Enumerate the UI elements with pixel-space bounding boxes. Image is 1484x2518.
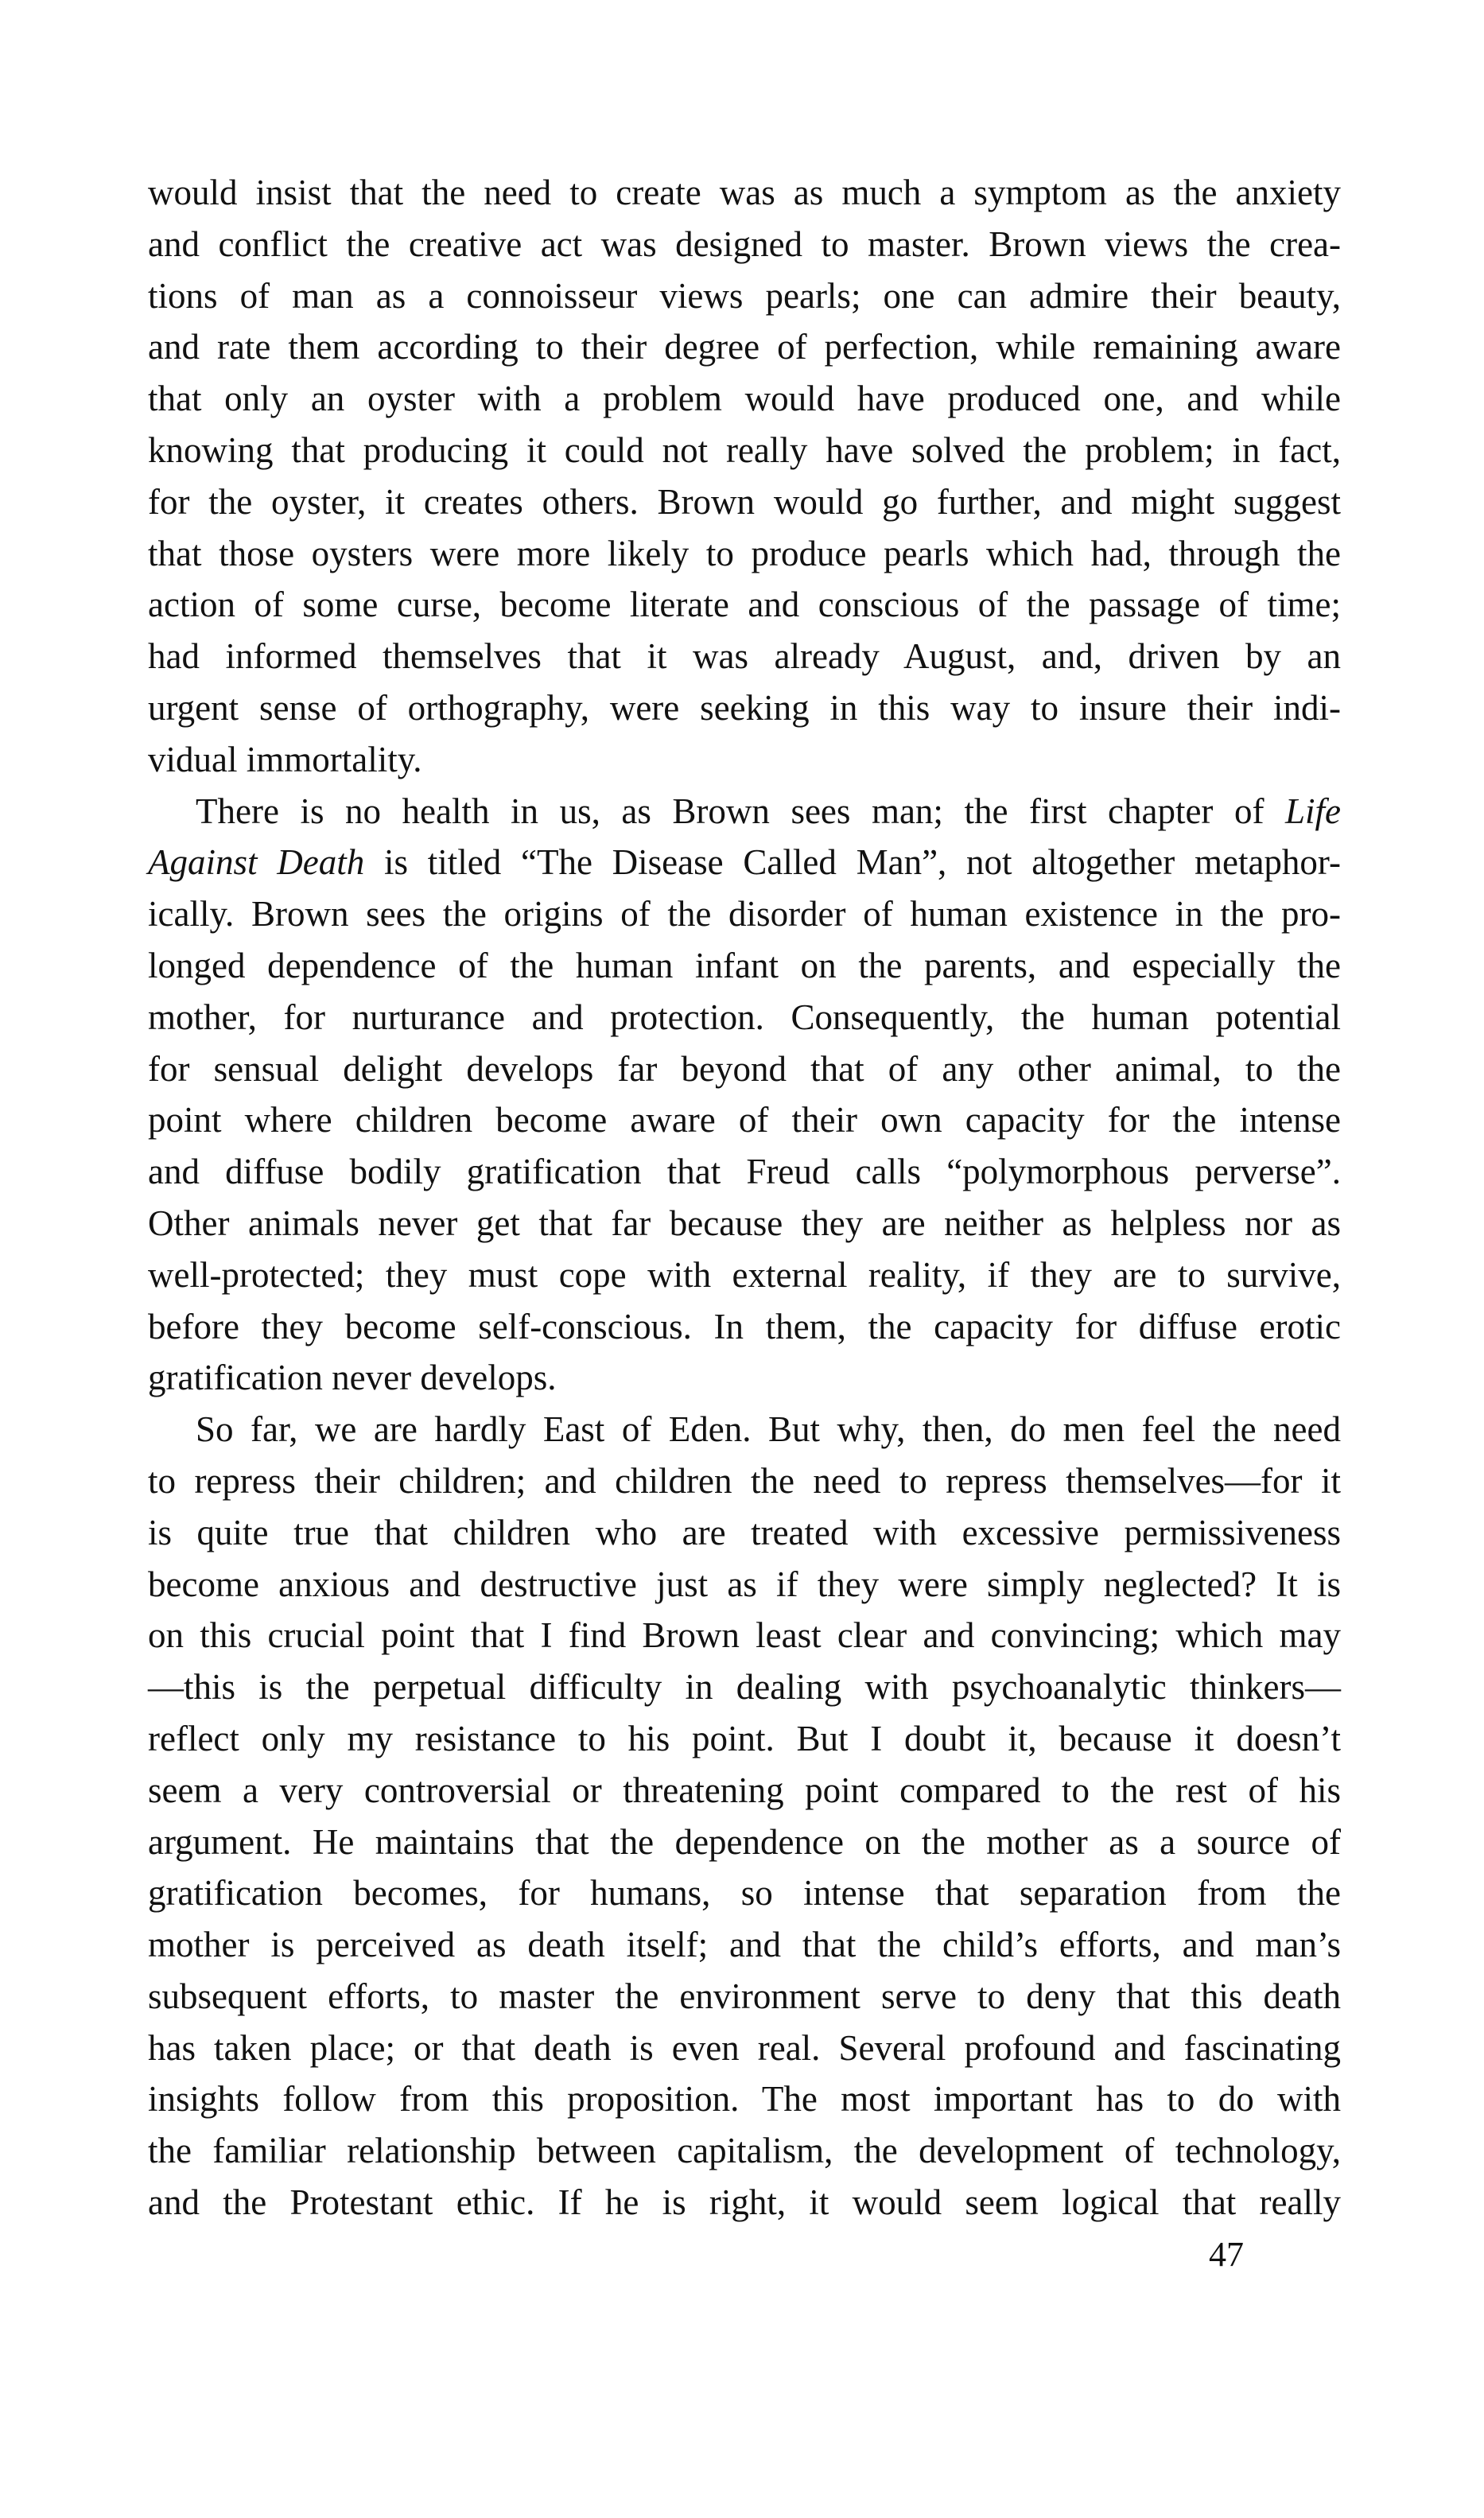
text-line: had informed themselves that it was already August, and, driven by an <box>148 636 1341 677</box>
text-line: So far, we are hardly East of Eden. But why, then, do men feel the need <box>196 1409 1341 1450</box>
text-line: longed dependence of the human infant on the parents, and especially the <box>148 945 1341 985</box>
text-line-with-title <box>148 786 1341 837</box>
text-line: tions of man as a connoisseur views pearls; one can admire their beauty, <box>148 275 1341 316</box>
text-line: action of some curse, become literate and conscious of the passage of time; <box>148 585 1341 625</box>
text-line: argument. He maintains that the dependence on the mother as a source of <box>148 1821 1341 1862</box>
text-line: and rate them according to their degree of perfection, while remaining aware <box>148 327 1341 367</box>
text-line: and the Protestant ethic. If he is right, it would seem logical that really <box>148 2182 1341 2223</box>
text-line: the familiar relationship between capitalism, the development of technology, <box>148 2131 1341 2171</box>
text-line: point where children become aware of their own capacity for the intense <box>148 1100 1341 1140</box>
text-line: vidual immortality. <box>148 739 422 779</box>
text-line: that those oysters were more likely to produce pearls which had, through the <box>148 533 1341 573</box>
text-line: and conflict the creative act was designed to master. Brown views the crea- <box>148 223 1341 264</box>
text-line: knowing that producing it could not really have solved the problem; in fact, <box>148 429 1341 470</box>
text-line: well-protected; they must cope with external reality, if they are to survive, <box>148 1254 1341 1295</box>
book-title: Against Death <box>148 842 365 883</box>
text-line-with-title <box>148 837 1341 888</box>
text-line: that only an oyster with a problem would have produced one, and while <box>148 379 1341 419</box>
text-line: on this crucial point that I find Brown least clear and convincing; which may <box>148 1615 1341 1656</box>
text-line: gratification never develops. <box>148 1358 557 1398</box>
book-title: Life <box>1284 791 1341 831</box>
text-line: for the oyster, it creates others. Brown would go further, and might suggest <box>148 481 1341 522</box>
text-line: gratification becomes, for humans, so intense that separation from the <box>148 1873 1341 1914</box>
text-line: Other animals never get that far because they are neither as helpless nor as <box>148 1203 1341 1243</box>
text-segment: is titled “The Disease Called Man”, not altogether metaphor- <box>364 842 1341 883</box>
text-line: mother is perceived as death itself; and that the child’s efforts, and man’s <box>148 1925 1341 1965</box>
text-line: before they become self-conscious. In them, the capacity for diffuse erotic <box>148 1306 1341 1346</box>
text-line: urgent sense of orthography, were seeking in this way to insure their indi- <box>148 687 1341 728</box>
text-line: seem a very controversial or threatening point compared to the rest of his <box>148 1770 1341 1810</box>
text-segment: There is no health in us, as Brown sees man; the first chapter of <box>196 791 1285 831</box>
text-line: become anxious and destructive just as if they were simply neglected? It is <box>148 1564 1341 1604</box>
text-line: would insist that the need to create was as much a symptom as the anxiety <box>148 173 1341 212</box>
text-line: is quite true that children who are treated with excessive permissiveness <box>148 1512 1341 1552</box>
text-line: for sensual delight develops far beyond that of any other animal, to the <box>148 1048 1341 1089</box>
text-line: reflect only my resistance to his point. But I doubt it, because it doesn’t <box>148 1718 1341 1758</box>
text-line: mother, for nurturance and protection. Consequently, the human potential <box>148 997 1341 1037</box>
body-text <box>148 167 1341 2229</box>
text-line: has taken place; or that death is even real. Several profound and fascinating <box>148 2027 1341 2068</box>
text-line: insights follow from this proposition. The most important has to do with <box>148 2079 1341 2120</box>
text-line: to repress their children; and children the need to repress themselves—for it <box>148 1460 1341 1501</box>
text-line: and diffuse bodily gratification that Freud calls “polymorphous perverse”. <box>148 1152 1341 1192</box>
text-line: —this is the perpetual difficulty in dealing with psychoanalytic thinkers— <box>148 1667 1341 1708</box>
text-line: ically. Brown sees the origins of the disorder of human existence in the pro- <box>148 894 1341 935</box>
text-line: subsequent efforts, to master the environment serve to deny that this death <box>148 1976 1341 2016</box>
page-number: 47 <box>1209 2235 1244 2274</box>
